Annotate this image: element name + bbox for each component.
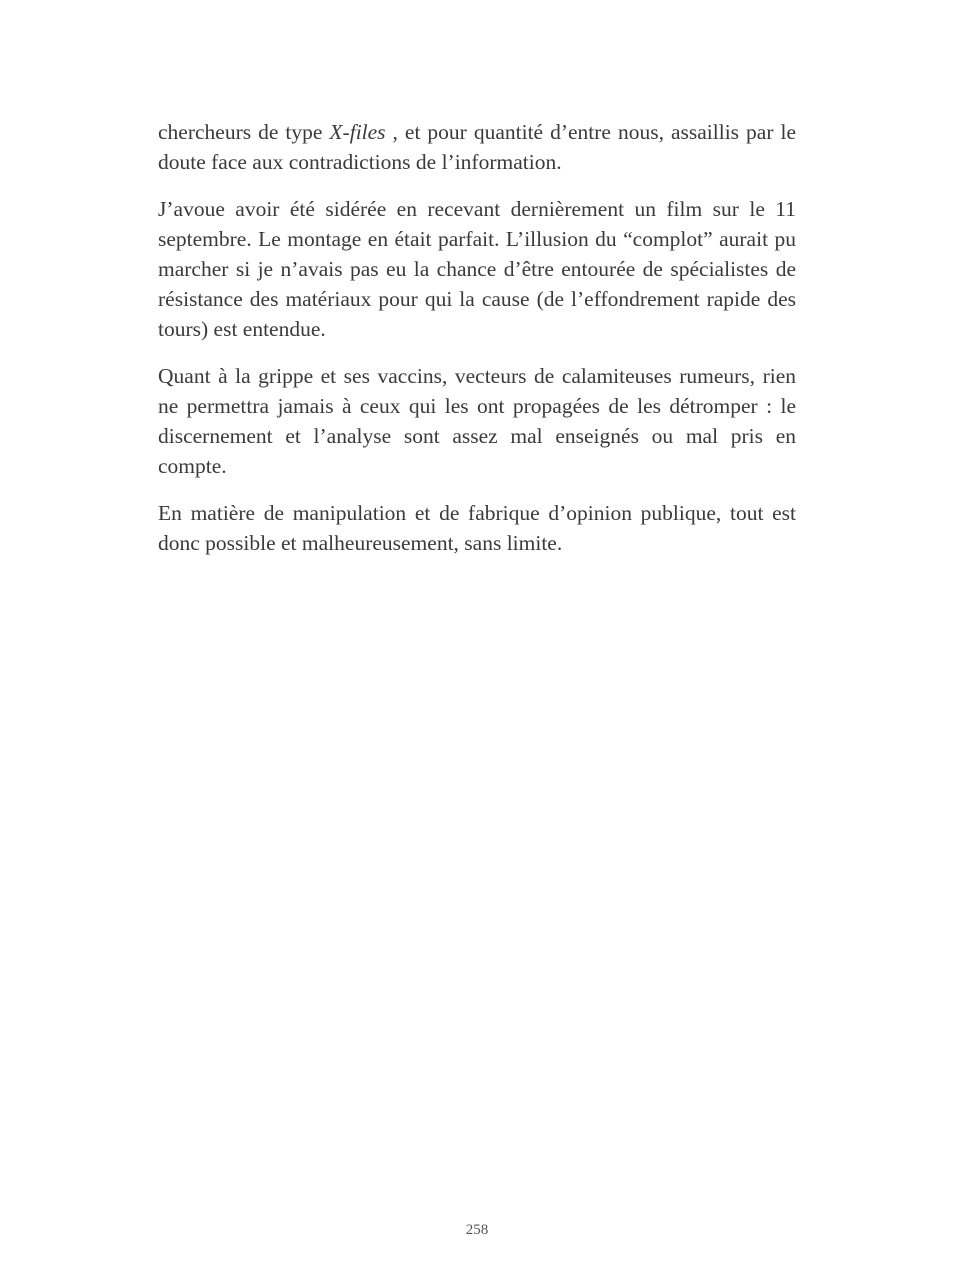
paragraph-2: J’avoue avoir été sidérée en recevant dernièrement un film sur le 11 septembre. Le montage en était parfait. L’illusion du “complot” aurait pu marcher si je n’avais pas eu la chance d’être entourée de spécialistes de résistance des matériaux pour qui la cause (de l’effondrement rapide des tours) est entendue. — [158, 197, 796, 341]
paragraph-1-text-end: , et pour quantité d’entre nous, assaillis par le doute face aux contradictions de l’information. — [158, 120, 796, 174]
xfiles-title: X-files — [329, 120, 386, 144]
body-text — [158, 117, 796, 575]
paragraph-3: Quant à la grippe et ses vaccins, vecteurs de calamiteuses rumeurs, rien ne permettra jamais à ceux qui les ont propagées de les détromper : le discernement et l’analyse sont assez mal enseignés ou mal pris en compte. — [158, 364, 796, 478]
paragraph-1 — [158, 117, 796, 177]
paragraph-4: En matière de manipulation et de fabrique d’opinion publique, tout est donc possible et malheureusement, sans limite. — [158, 501, 796, 555]
paragraph-1-text-start: chercheurs de type — [158, 120, 330, 144]
page-number: 258 — [465, 1222, 489, 1238]
